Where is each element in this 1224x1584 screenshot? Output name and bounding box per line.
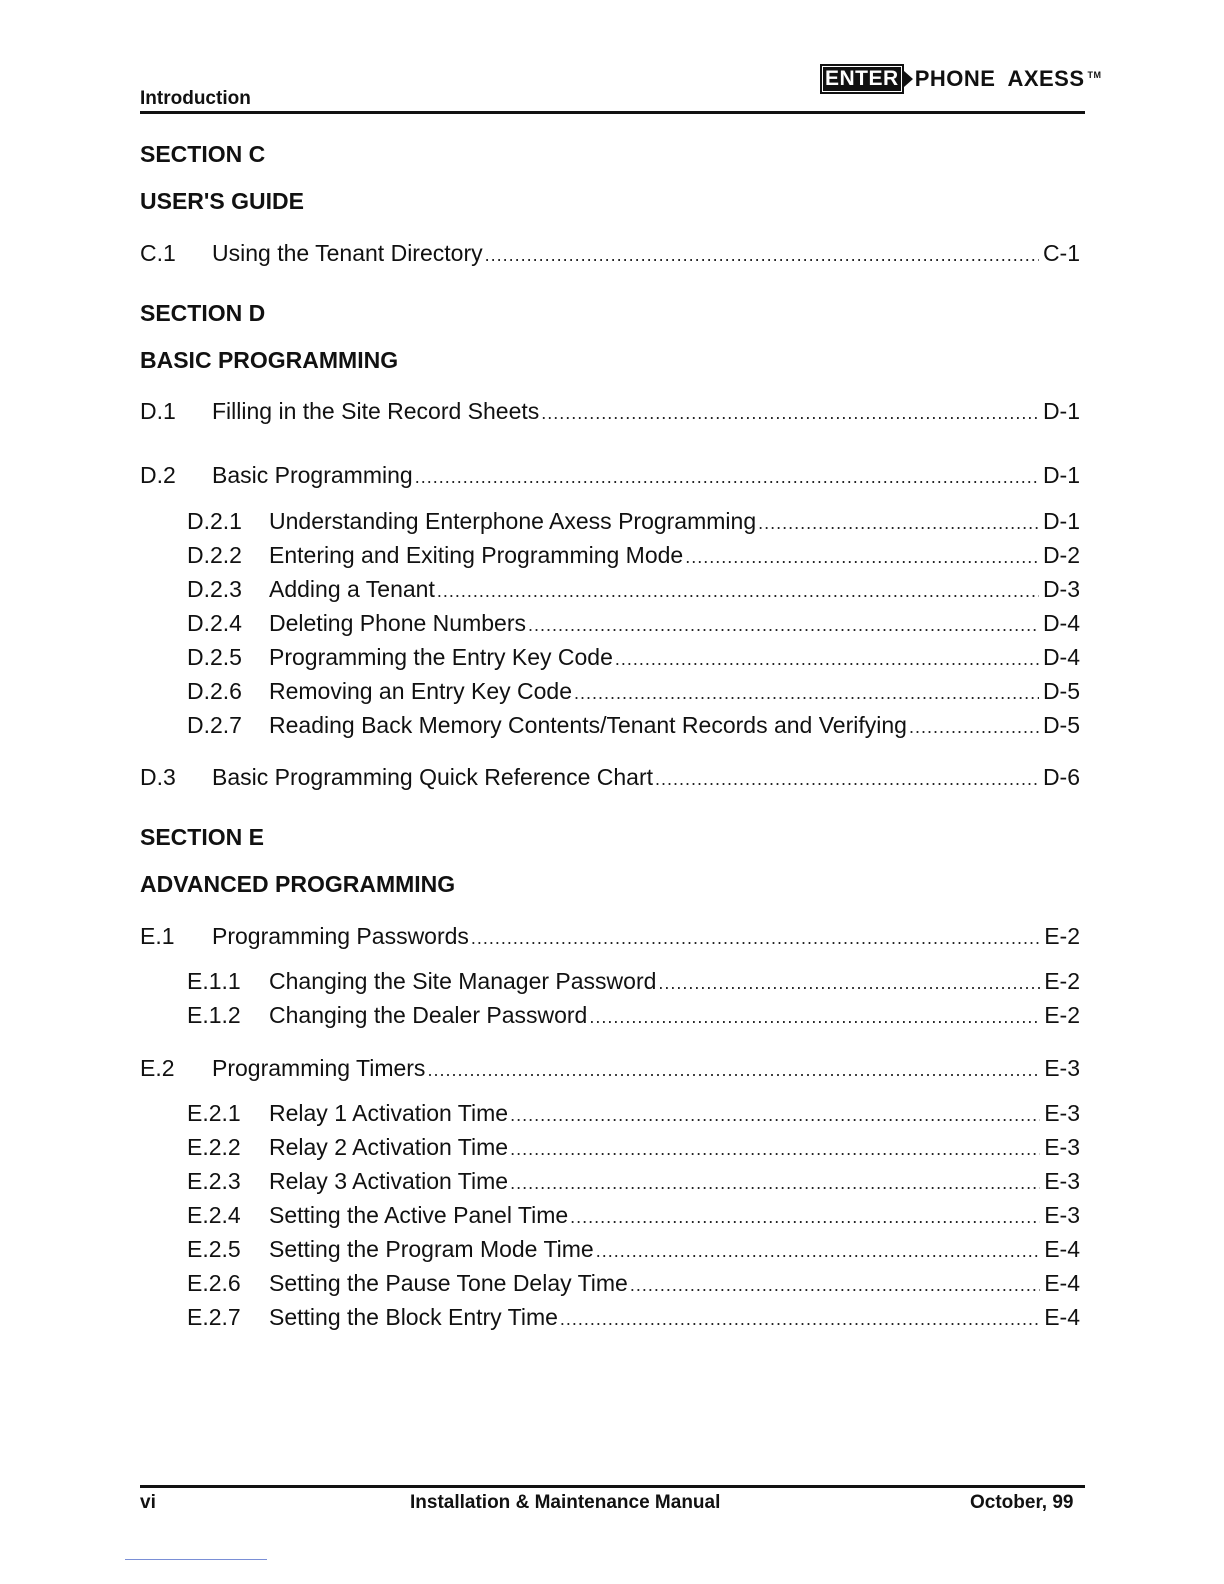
scan-underline-mark	[125, 1559, 267, 1560]
toc-entry-title: Reading Back Memory Contents/Tenant Records and Verifying	[269, 712, 907, 738]
toc-entry-title: Adding a Tenant	[269, 576, 435, 602]
toc-entry-number: D.2	[140, 462, 176, 488]
toc-entry-number: E.1.2	[187, 1002, 241, 1028]
toc-entry-page: D-4	[1042, 644, 1080, 670]
toc-leader-dots	[528, 615, 1039, 636]
toc-entry-page: D-6	[1042, 764, 1080, 790]
section-d-label: SECTION D	[140, 300, 266, 326]
toc-entry-page: E-3	[1044, 1168, 1080, 1194]
toc-entry-d-2-5[interactable]	[187, 644, 1080, 671]
logo-wordmark	[915, 66, 1102, 92]
logo-word-phone: PHONE	[914, 66, 996, 91]
toc-entry-e-2-1[interactable]	[187, 1100, 1080, 1127]
toc-entry-d-2-4[interactable]	[187, 610, 1080, 637]
logo-enter-box: ENTER	[820, 64, 904, 94]
toc-entry-title: Basic Programming	[212, 462, 413, 488]
toc-entry-e-2-7[interactable]	[187, 1304, 1080, 1331]
enterphone-axess-logo	[820, 64, 1102, 94]
toc-entry-page: C-1	[1042, 240, 1080, 266]
toc-entry-number: E.2.4	[187, 1202, 241, 1228]
toc-entry-number: E.2.6	[187, 1270, 241, 1296]
toc-entry-e-2-5[interactable]	[187, 1236, 1080, 1263]
toc-leader-dots	[909, 717, 1039, 738]
running-header-section: Introduction	[140, 88, 251, 109]
toc-leader-dots	[589, 1007, 1040, 1028]
toc-entry-number: E.1.1	[187, 968, 241, 994]
section-c-title: USER'S GUIDE	[140, 188, 304, 214]
toc-entry-e-2[interactable]	[140, 1055, 1080, 1082]
footer-date: October, 99	[970, 1492, 1074, 1513]
toc-entry-page: D-5	[1042, 712, 1080, 738]
toc-entry-d-2-1[interactable]	[187, 508, 1080, 535]
toc-entry-d-3[interactable]	[140, 764, 1080, 791]
toc-entry-e-1-1[interactable]	[187, 968, 1080, 995]
toc-entry-d-2[interactable]	[140, 462, 1080, 489]
toc-entry-d-2-6[interactable]	[187, 678, 1080, 705]
toc-entry-d-2-2[interactable]	[187, 542, 1080, 569]
logo-word-axess: AXESS	[1007, 66, 1085, 91]
toc-entry-number: E.2.3	[187, 1168, 241, 1194]
toc-entry-c-1[interactable]	[140, 240, 1080, 267]
toc-entry-number: C.1	[140, 240, 176, 266]
header-rule	[140, 111, 1085, 114]
toc-entry-d-2-3[interactable]	[187, 576, 1080, 603]
toc-entry-page: E-4	[1044, 1304, 1080, 1330]
toc-entry-page: D-3	[1042, 576, 1080, 602]
toc-entry-title: Basic Programming Quick Reference Chart	[212, 764, 653, 790]
toc-entry-title: Setting the Active Panel Time	[269, 1202, 569, 1228]
toc-leader-dots	[658, 973, 1040, 994]
toc-entry-title: Removing an Entry Key Code	[269, 678, 572, 704]
footer-rule	[140, 1485, 1085, 1488]
toc-entry-title: Using the Tenant Directory	[212, 240, 483, 266]
section-d-title: BASIC PROGRAMMING	[140, 347, 399, 373]
toc-entry-title: Changing the Dealer Password	[269, 1002, 588, 1028]
toc-entry-page: D-1	[1042, 508, 1080, 534]
toc-entry-d-2-7[interactable]	[187, 712, 1080, 739]
toc-entry-page: E-3	[1044, 1134, 1080, 1160]
logo-trademark: TM	[1087, 69, 1102, 80]
toc-entry-title: Setting the Pause Tone Delay Time	[269, 1270, 628, 1296]
toc-leader-dots	[758, 513, 1039, 534]
toc-entry-e-1[interactable]	[140, 923, 1080, 950]
toc-entry-number: E.2.2	[187, 1134, 241, 1160]
toc-entry-page: E-4	[1044, 1236, 1080, 1262]
toc-leader-dots	[630, 1275, 1040, 1296]
toc-entry-number: D.2.7	[187, 712, 242, 738]
toc-entry-title: Entering and Exiting Programming Mode	[269, 542, 684, 568]
toc-entry-title: Relay 1 Activation Time	[269, 1100, 509, 1126]
toc-leader-dots	[510, 1139, 1040, 1160]
section-c-label: SECTION C	[140, 141, 266, 167]
toc-leader-dots	[655, 769, 1039, 790]
toc-entry-page: E-2	[1044, 968, 1080, 994]
toc-entry-e-2-2[interactable]	[187, 1134, 1080, 1161]
toc-leader-dots	[510, 1173, 1040, 1194]
footer-page-number: vi	[140, 1492, 156, 1513]
toc-entry-title: Setting the Block Entry Time	[269, 1304, 558, 1330]
toc-entry-page: D-2	[1042, 542, 1080, 568]
toc-leader-dots	[510, 1105, 1040, 1126]
toc-leader-dots	[471, 928, 1040, 949]
toc-entry-page: E-4	[1044, 1270, 1080, 1296]
toc-entry-title: Relay 3 Activation Time	[269, 1168, 509, 1194]
toc-entry-number: D.2.3	[187, 576, 242, 602]
footer-manual-title: Installation & Maintenance Manual	[410, 1492, 721, 1513]
toc-entry-number: D.2.6	[187, 678, 242, 704]
toc-entry-page: E-2	[1044, 1002, 1080, 1028]
toc-entry-number: D.2.5	[187, 644, 242, 670]
toc-entry-page: D-4	[1042, 610, 1080, 636]
toc-leader-dots	[541, 403, 1039, 424]
toc-entry-number: D.2.1	[187, 508, 242, 534]
toc-entry-e-2-3[interactable]	[187, 1168, 1080, 1195]
toc-leader-dots	[415, 467, 1039, 488]
toc-entry-number: D.1	[140, 398, 176, 424]
toc-leader-dots	[685, 547, 1039, 568]
toc-entry-page: E-3	[1044, 1055, 1080, 1081]
section-e-label: SECTION E	[140, 824, 264, 850]
toc-entry-title: Filling in the Site Record Sheets	[212, 398, 540, 424]
toc-entry-number: E.2.1	[187, 1100, 241, 1126]
toc-leader-dots	[596, 1241, 1040, 1262]
toc-entry-title: Programming Timers	[212, 1055, 426, 1081]
toc-entry-page: E-3	[1044, 1100, 1080, 1126]
toc-leader-dots	[427, 1060, 1040, 1081]
toc-entry-number: D.3	[140, 764, 176, 790]
toc-entry-number: E.2.5	[187, 1236, 241, 1262]
toc-leader-dots	[560, 1309, 1040, 1330]
toc-entry-title: Changing the Site Manager Password	[269, 968, 657, 994]
toc-leader-dots	[437, 581, 1039, 602]
toc-leader-dots	[570, 1207, 1040, 1228]
toc-entry-number: D.2.2	[187, 542, 242, 568]
toc-entry-title: Programming the Entry Key Code	[269, 644, 613, 670]
toc-entry-page: E-2	[1044, 923, 1080, 949]
toc-entry-number: D.2.4	[187, 610, 242, 636]
toc-entry-page: D-1	[1042, 462, 1080, 488]
logo-arrow-icon	[904, 71, 913, 87]
section-e-title: ADVANCED PROGRAMMING	[140, 871, 456, 897]
toc-entry-number: E.2.7	[187, 1304, 241, 1330]
toc-entry-title: Deleting Phone Numbers	[269, 610, 526, 636]
toc-entry-number: E.1	[140, 923, 175, 949]
toc-entry-title: Relay 2 Activation Time	[269, 1134, 509, 1160]
toc-entry-page: D-5	[1042, 678, 1080, 704]
toc-entry-title: Programming Passwords	[212, 923, 469, 949]
toc-entry-number: E.2	[140, 1055, 175, 1081]
toc-entry-e-1-2[interactable]	[187, 1002, 1080, 1029]
toc-entry-title: Understanding Enterphone Axess Programming	[269, 508, 757, 534]
toc-entry-d-1[interactable]	[140, 398, 1080, 425]
toc-entry-e-2-4[interactable]	[187, 1202, 1080, 1229]
toc-entry-page: E-3	[1044, 1202, 1080, 1228]
toc-entry-e-2-6[interactable]	[187, 1270, 1080, 1297]
toc-leader-dots	[615, 649, 1039, 670]
toc-entry-page: D-1	[1042, 398, 1080, 424]
toc-entry-title: Setting the Program Mode Time	[269, 1236, 594, 1262]
toc-leader-dots	[485, 245, 1039, 266]
toc-leader-dots	[574, 683, 1039, 704]
